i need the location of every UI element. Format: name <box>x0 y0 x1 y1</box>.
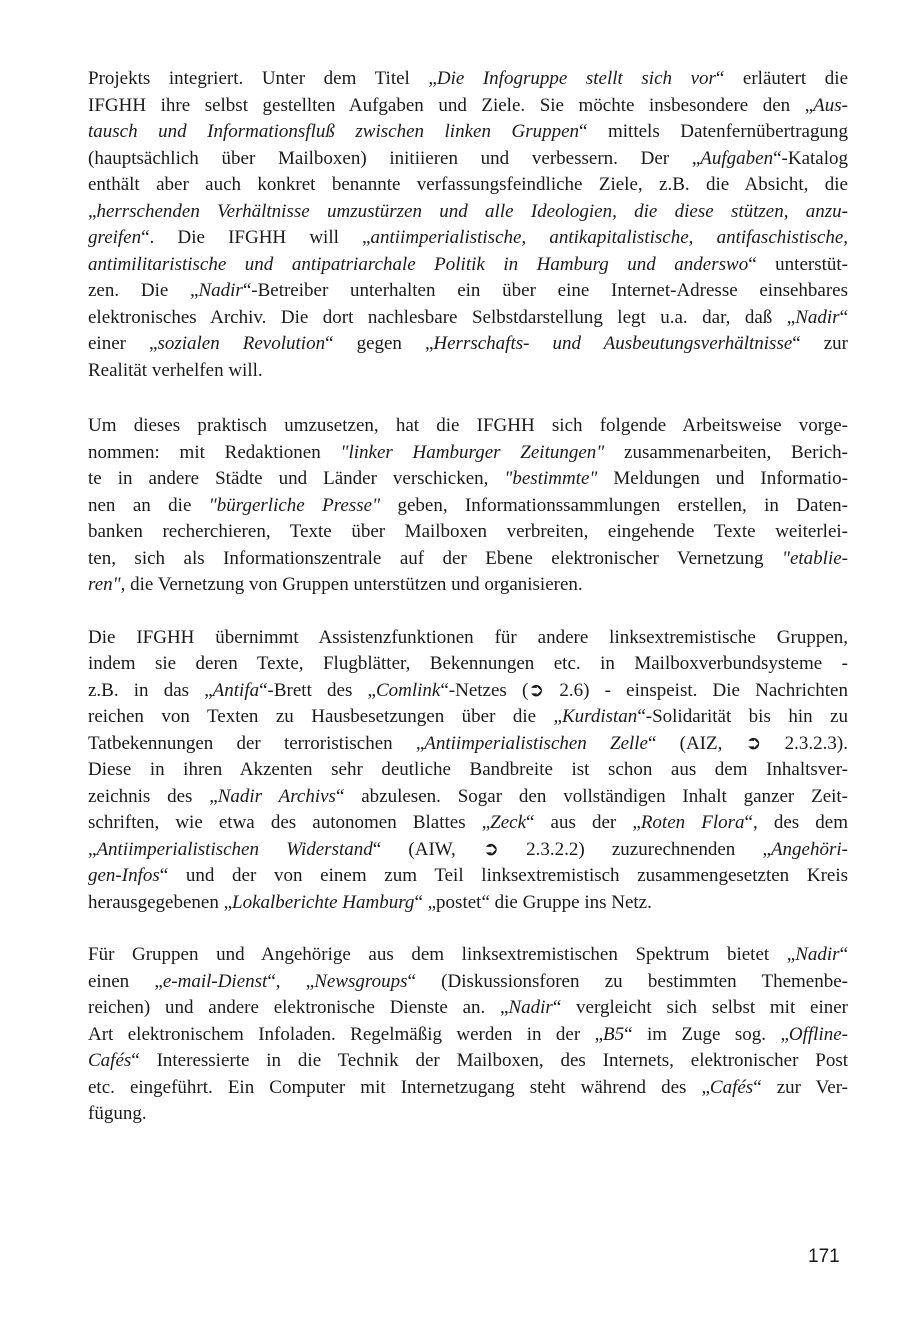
text-line <box>88 625 848 652</box>
text-run: Projekts integriert. Unter dem Titel „ <box>88 68 437 89</box>
italic-quote: Cafés <box>88 1050 132 1071</box>
text-line <box>88 93 848 120</box>
italic-quote: Zeck <box>490 812 527 833</box>
text-line <box>88 572 848 599</box>
text-line <box>88 942 848 969</box>
text-run: indem sie deren Texte, Flugblätter, Bekennungen etc. in Mailboxverbundsysteme - <box>88 653 848 674</box>
text-run: „ <box>88 838 97 860</box>
text-line <box>88 837 848 864</box>
text-run: “ im Zuge sog. „ <box>624 1023 789 1045</box>
text-run: “ (Diskussionsforen zu bestimmten Themenbe- <box>407 970 848 992</box>
italic-quote: Nadir Archivs <box>217 785 336 807</box>
text-run: “ unterstüt- <box>748 253 848 275</box>
text-run: “-Netzes (➲ 2.6) - einspeist. Die Nachrichten <box>440 679 848 701</box>
text-line <box>88 863 848 890</box>
paragraph <box>88 413 848 599</box>
text-line <box>88 757 848 784</box>
text-run: “-Katalog <box>773 147 848 169</box>
italic-quote: antimilitaristische und antipatriarchale Politik in Hamburg und anderswo <box>88 253 749 275</box>
italic-quote: sozialen Revolution <box>157 333 326 354</box>
text-run: enthält aber auch konkret benannte verfassungsfeindliche Ziele, z.B. die Absicht, die <box>88 174 848 195</box>
text-run: nommen: mit Redaktionen <box>88 441 341 463</box>
text-line <box>88 358 848 385</box>
text-run: “ „postet“ die Gruppe ins Netz. <box>414 891 652 913</box>
italic-quote: ren" <box>88 574 121 595</box>
text-run: zen. Die „ <box>88 280 199 301</box>
text-line <box>88 784 848 811</box>
text-line <box>88 466 848 493</box>
italic-quote: Nadir <box>508 997 553 1018</box>
text-run: “ und der von einem zum Teil linksextremistisch zusammengesetzten Kreis <box>159 865 848 886</box>
text-run: IFGHH ihre selbst gestellten Aufgaben und Ziele. Sie möchte insbesondere den „ <box>88 94 814 116</box>
text-line <box>88 651 848 678</box>
text-run: etc. eingeführt. Ein Computer mit Internetzugang steht während des „ <box>88 1076 710 1098</box>
text-run: Diese in ihren Akzenten sehr deutliche Bandbreite ist schon aus dem Inhaltsver- <box>88 759 848 780</box>
text-run: “ gegen „ <box>325 333 434 354</box>
text-line <box>88 225 848 252</box>
text-run: “ zur <box>792 333 849 354</box>
italic-quote: Nadir <box>795 944 840 965</box>
text-line <box>88 995 848 1022</box>
text-run: einer „ <box>88 333 158 354</box>
text-run: “ mittels Datenfernübertragung <box>579 121 848 142</box>
text-run: Für Gruppen und Angehörige aus dem linksextremistischen Spektrum bietet „ <box>88 944 796 965</box>
text-run: “ Interessierte in die Technik der Mailboxen, des Internets, elektronischer Post <box>131 1050 848 1071</box>
text-run: elektronisches Archiv. Die dort nachlesbare Selbstdarstellung legt u.a. dar, daß „ <box>88 306 796 328</box>
text-line <box>88 810 848 837</box>
text-run: Art elektronischem Infoladen. Regelmäßig werden in der „ <box>88 1023 604 1045</box>
italic-quote: Aufgaben <box>700 147 774 169</box>
text-run: geben, Informationssammlungen erstellen, in Daten- <box>380 494 848 516</box>
text-run: (hauptsächlich über Mailboxen) initiieren und verbessern. Der „ <box>88 147 701 169</box>
italic-quote: tausch und Informationsfluß zwischen linken Gruppen <box>88 121 580 142</box>
text-run: “, „ <box>267 970 315 992</box>
text-run: fügung. <box>88 1103 147 1124</box>
text-run: reichen von Texten zu Hausbesetzungen über die „ <box>88 706 562 727</box>
text-run: “ erläutert die <box>715 68 849 89</box>
italic-quote: Lokalberichte Hamburg <box>232 891 415 913</box>
text-run: “ (AIW, ➲ 2.3.2.2) zuzurechnenden „ <box>372 838 771 860</box>
text-run: “ <box>839 944 848 965</box>
italic-quote: Nadir <box>198 280 243 301</box>
italic-quote: Angehöri- <box>770 838 848 860</box>
text-line <box>88 1075 848 1102</box>
italic-quote: greifen <box>88 227 142 248</box>
text-run: nen an die <box>88 494 209 516</box>
italic-quote: gen-Infos <box>88 865 160 886</box>
text-line <box>88 146 848 173</box>
italic-quote: Newsgroups <box>314 970 408 992</box>
text-run: einen „ <box>88 970 163 992</box>
italic-quote: Offline- <box>788 1023 849 1045</box>
text-line <box>88 172 848 199</box>
text-run: “ <box>839 306 848 328</box>
text-run: Die IFGHH übernimmt Assistenzfunktionen für andere linksextremistische Gruppen, <box>88 626 848 648</box>
text-line <box>88 1022 848 1049</box>
italic-quote: Die Infogruppe stellt sich vor <box>436 68 716 89</box>
text-line <box>88 1048 848 1075</box>
italic-quote: "bürgerliche Presse" <box>208 494 381 516</box>
italic-quote: Antiimperialistischen Widerstand <box>96 838 373 860</box>
text-line <box>88 890 848 917</box>
italic-quote: Herrschafts- und Ausbeutungsverhältnisse <box>433 333 793 354</box>
text-run: zeichnis des „ <box>88 785 218 807</box>
text-line <box>88 278 848 305</box>
text-run: “, des dem <box>744 812 848 833</box>
italic-quote: herrschenden Verhältnisse umzustürzen und alle Ideologien, die diese stützen, anzu- <box>96 200 848 222</box>
text-run: “ vergleicht sich selbst mit einer <box>552 997 848 1018</box>
text-line <box>88 66 848 93</box>
text-line <box>88 493 848 520</box>
text-run: zusammenarbeiten, Berich- <box>604 441 848 463</box>
text-line <box>88 331 848 358</box>
text-run: Um dieses praktisch umzusetzen, hat die IFGHH sich folgende Arbeitsweise vorge- <box>88 415 848 436</box>
italic-quote: Comlink <box>375 679 441 701</box>
italic-quote: Antifa <box>212 679 260 701</box>
text-run: Realität verhelfen will. <box>88 359 263 381</box>
italic-quote: Aus- <box>813 94 848 116</box>
text-run: , die Vernetzung von Gruppen unterstützen und organisieren. <box>120 574 583 595</box>
text-run: “ aus der „ <box>526 812 641 833</box>
text-line <box>88 252 848 279</box>
italic-quote: "linker Hamburger Zeitungen" <box>340 441 605 463</box>
text-line <box>88 519 848 546</box>
text-run: reichen) und andere elektronische Dienste an. „ <box>88 997 509 1018</box>
text-line <box>88 305 848 332</box>
text-run: “ zur Ver- <box>753 1076 848 1098</box>
text-line <box>88 440 848 467</box>
text-run: Meldungen und Informatio- <box>597 468 849 489</box>
italic-quote: e-mail-Dienst <box>162 970 268 992</box>
text-run: ten, sich als Informationszentrale auf der Ebene elektronischer Vernetzung <box>88 547 782 569</box>
text-run: “ abzulesen. Sogar den vollständigen Inhalt ganzer Zeit- <box>335 785 849 807</box>
text-line <box>88 1101 848 1128</box>
paragraph <box>88 625 848 917</box>
text-run: “-Betreiber unterhalten ein über eine Internet-Adresse einsehbares <box>242 280 849 301</box>
text-run: “. Die IFGHH will „ <box>141 227 371 248</box>
italic-quote: Antiimperialistischen Zelle <box>424 732 648 754</box>
text-run: “ (AIZ, ➲ 2.3.2.3). <box>648 732 849 754</box>
text-run: “-Solidarität bis hin zu <box>637 706 848 727</box>
text-run: „ <box>88 200 97 222</box>
italic-quote: Nadir <box>795 306 840 328</box>
text-run: schriften, wie etwa des autonomen Blattes „ <box>88 812 491 833</box>
text-line <box>88 678 848 705</box>
text-line <box>88 199 848 226</box>
text-line <box>88 969 848 996</box>
text-line <box>88 704 848 731</box>
paragraph <box>88 66 848 384</box>
text-line <box>88 413 848 440</box>
document-page <box>88 66 848 1154</box>
italic-quote: "etablie- <box>781 547 848 569</box>
italic-quote: B5 <box>603 1023 625 1045</box>
italic-quote: Kurdistan <box>561 706 638 727</box>
text-line <box>88 731 848 758</box>
text-run: z.B. in das „ <box>88 679 213 701</box>
italic-quote: "bestimmte" <box>504 468 598 489</box>
text-line <box>88 546 848 573</box>
text-line <box>88 119 848 146</box>
text-run: banken recherchieren, Texte über Mailboxen verbreiten, eingehende Texte weiterlei- <box>88 521 848 542</box>
paragraph <box>88 942 848 1128</box>
page-number: 171 <box>808 1246 840 1267</box>
text-run: “-Brett des „ <box>259 679 376 701</box>
text-run: herausgegebenen „ <box>88 891 233 913</box>
italic-quote: Cafés <box>709 1076 754 1098</box>
text-run: Tatbekennungen der terroristischen „ <box>88 732 425 754</box>
italic-quote: antiimperialistische, antikapitalistische, antifaschistische, <box>370 227 849 248</box>
italic-quote: Roten Flora <box>640 812 745 833</box>
text-run: te in andere Städte und Länder verschicken, <box>88 468 505 489</box>
